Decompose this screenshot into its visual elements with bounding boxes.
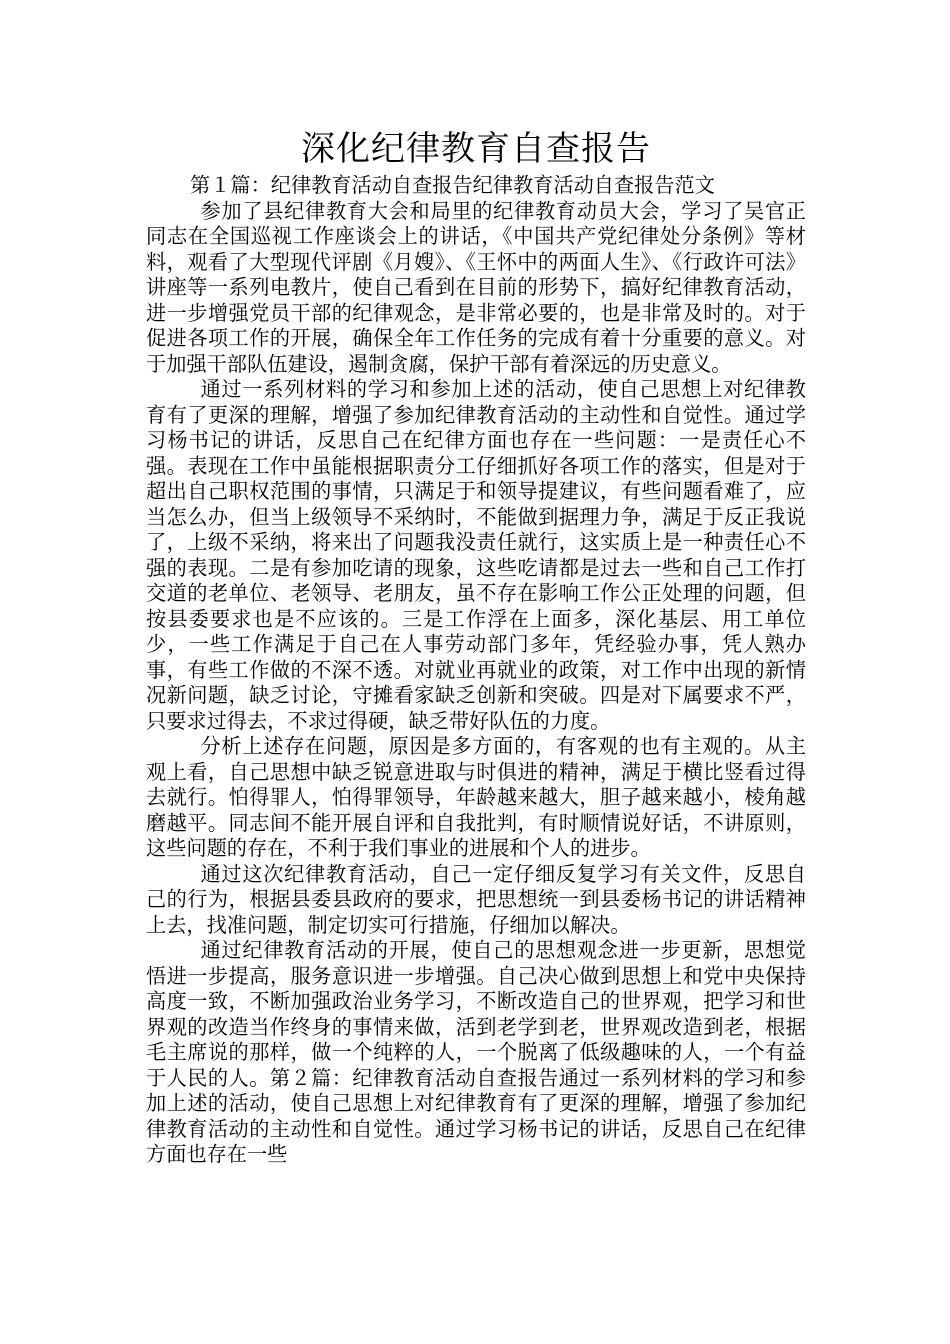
paragraph-5: 通过纪律教育活动的开展，使自己的思想观念进一步更新，思想觉悟进一步提高，服务意识进一步增强。自己决心做到思想上和党中央保持高度一致，不断加强政治业务学习，不断改造自己的世界观，把学习和世界观的改造当作终身的事情来做，活到老学到老，世界观改造到老，根据毛主席说的那样，做一个纯粹的人，一个脱离了低级趣味的人，一个有益于人民的人。第２篇：纪律教育活动自查报告通过一系列材料的学习和参加上述的活动，使自己思想上对纪律教育有了更深的理解，增强了参加纪律教育活动的主动性和自觉性。通过学习杨书记的讲话，反思自己在纪律方面也存在一些: [146, 938, 806, 1166]
paragraph-4: 通过这次纪律教育活动，自己一定仔细反复学习有关文件，反思自己的行为，根据县委县政府的要求，把思想统一到县委杨书记的讲话精神上去，找准问题，制定切实可行措施，仔细加以解决。: [146, 861, 806, 937]
document-title: 深化纪律教育自查报告: [301, 129, 651, 169]
paragraph-2: 通过一系列材料的学习和参加上述的活动，使自己思想上对纪律教育有了更深的理解，增强了参加纪律教育活动的主动性和自觉性。通过学习杨书记的讲话，反思自己在纪律方面也存在一些问题：一是责任心不强。表现在工作中虽能根据职责分工仔细抓好各项工作的落实，但是对于超出自己职权范围的事情，只满足于和领导提建议，有些问题看难了，应当怎么办，但当上级领导不采纳时，不能做到据理力争，满足于反正我说了，上级不采纳，将来出了问题我没责任就行，这实质上是一种责任心不强的表现。二是有参加吃请的现象，这些吃请都是过去一些和自己工作打交道的老单位、老领导、老朋友，虽不存在影响工作公正处理的问题，但按县委要求也是不应该的。三是工作浮在上面多，深化基层、用工单位少，一些工作满足于自己在人事劳动部门多年，凭经验办事，凭人熟办事，有些工作做的不深不透。对就业再就业的政策，对工作中出现的新情况新问题，缺乏讨论，守摊看家缺乏创新和突破。四是对下属要求不严，只要求过得去，不求过得硬，缺乏带好队伍的力度。: [146, 377, 806, 733]
document-subtitle: 第１篇：纪律教育活动自查报告纪律教育活动自查报告范文: [190, 173, 715, 197]
document-page: [146, 127, 806, 1168]
paragraph-3: 分析上述存在问题，原因是多方面的，有客观的也有主观的。从主观上看，自己思想中缺乏锐意进取与时俱进的精神，满足于横比竖看过得去就行。怕得罪人，怕得罪领导，年龄越来越大，胆子越来越小，棱角越磨越平。同志间不能开展自评和自我批判，有时顺情说好话，不讲原则，这些问题的存在，不利于我们事业的进展和个人的进步。: [146, 734, 806, 860]
paragraph-1: 参加了县纪律教育大会和局里的纪律教育动员大会，学习了吴官正同志在全国巡视工作座谈会上的讲话，《中国共产党纪律处分条例》等材料，观看了大型现代评剧《月嫂》、《王怀中的两面人生》、《行政许可法》讲座等一系列电教片，使自己看到在目前的形势下，搞好纪律教育活动，进一步增强党员干部的纪律观念，是非常必要的，也是非常及时的。对于促进各项工作的开展，确保全年工作任务的完成有着十分重要的意义。对于加强干部队伍建设，遏制贪腐，保护干部有着深远的历史意义。: [146, 198, 806, 376]
